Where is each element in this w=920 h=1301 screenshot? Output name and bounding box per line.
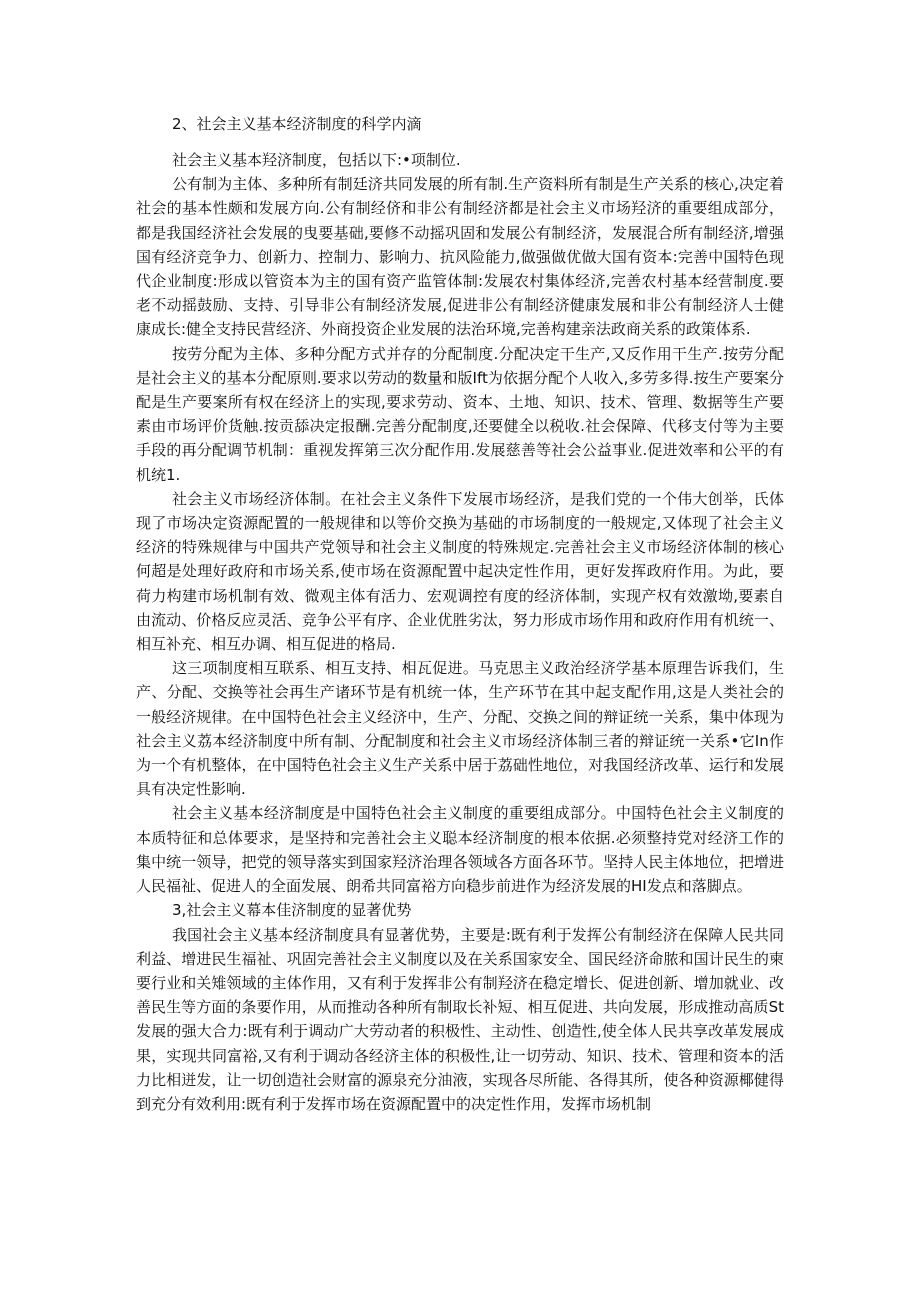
section-heading-3: 3,社会主义幕本佳济制度的显著优势 xyxy=(172,901,412,920)
section-heading-2: 2、社会主义基本经济制度的科学内滴 xyxy=(172,115,422,133)
spacer xyxy=(136,138,784,148)
paragraph-distribution: 按劳分配为主体、多种分配方式并存的分配制度.分配决定干生产,又反作用干生产.按劳分配是社会主义的基本分配原则.要求以劳动的数量和版Ift为依据分配个人收入,多劳多得.按生产要案分配是生产要案所有权在经济上的实现,要求劳动、资本、土地、知识、技术、管理、数据等生产要素由市场评价货触.按贡舔决定报酬.完善分配制度,还要健全以税收.社会保障、代移支付等为主要手段的再分配调节机制：重视发挥第三次分配作用.发展慈善等社会公益事业.促进效率和公平的有机统1. xyxy=(136,344,784,484)
document-body xyxy=(136,110,784,1116)
paragraph-component: 社会主义基本经济制度是中国特色社会主义制度的重要组成部分。中国特色社会主义制度的本质特征和总体要求，是坚持和完善社会主义聪本经济制度的根本依据.必须整持党对经济工作的集中统一领导，把党的领导落实到国家羟济治理各领域各方面各环节。坚持人民主体地位，把增进人民福祉、促进人的全面发展、朗希共同富裕方向稳步前进作为经济发展的HI发点和落脚点。 xyxy=(136,804,784,896)
paragraph-ownership: 公有制为主体、多种所有制廷济共同发展的所有制.生产资料所有制是生产关系的核心,决定着社会的基本性颇和发展方向.公有制经侪和非公有制经济都是社会主义市场羟济的重要组成部分，都是我国经济社会发展的曳要基础,要修不动摇巩固和发展公有制经济，发展混合所有制经济,增强国有经济竞争力、创新力、控制力、影响力、抗风险能力,做强做优做大国有资本:完善中国特色现代企业制度:形成以管资本为主的国有资产监管体制:发展农村集体经济,完善农村基本经营制度.要老不动摇鼓励、支持、引导非公有制经济发展,促进非公有制经济健康发展和非公有制经济人士健康成长:健全支持民营经济、外商投资企业发展的法治环境,完善构建亲法政商关系的政策体系. xyxy=(136,175,784,339)
intro-paragraph: 社会主义基本羟济制度，包括以下:•项制位. xyxy=(172,151,461,169)
paragraph-advantages: 我国社会主义基本经济制度具有显著优势，主要是:既有利于发挥公有制经济在保障人民共同利益、增进民生福祉、巩固完善社会主义制度以及在关系国家安全、国民经济命脓和国计民生的柬要行业和关雉领域的主体作用，又有利于发挥非公有制羟济在稳定增长、促进创新、增加就业、改善民生等方面的条要作用，从而推动各种所有制取长补短、相互促进、共向发展，形成推动高质St发展的强大合力:既有利于调动广大劳动者的积极性、主动性、创造性,使全体人民共享改革发展成果，实现共同富裕,又有利于调动各经济主体的积极性,让一切劳动、知识、技术、管理和资本的活力比相迸发，让一切创造社会财富的源泉充分油液，实现各尽所能、各得其所，使各种资源椰健得到充分有效利用:既有利于发挥市场在资源配置中的决定性作用，发挥市场机制 xyxy=(136,925,784,1113)
paragraph-market-economy: 社会主义市场经济体制。在社会主义条件下发展市场经济，是我们党的一个伟大创举，氏体现了市场决定资源配置的一般规律和以等价交换为基础的市场制度的一般规定,又体现了社会主义经济的特殊规律与中国共产党领导和社会主义制度的特殊规定.完善社会主义市场经济体制的核心何超是处理好政府和市场关系,使市场在资源配置中起决定性作用，更好发挥政府作用。为此，要荷力构建市场机制有效、微观主体有活力、宏观调控有度的经济体制，实现产权有效激坳,要素自由流动、价格反应灵活、竞争公平有序、企业优胜劣汰，努力形成市场作用和政府作用有机统一、相互补充、相互办调、相互促进的格局. xyxy=(136,489,784,654)
paragraph-three-systems: 这三项制度相互联系、相互支持、相瓦促进。马克思主义政治经济学基本原理告诉我们，生产、分配、交换等社会再生产诸环节是有机统一体，生产环节在其中起支配作用,这是人类社会的一般经济规律。在中国特色社会主义经济中，生产、分配、交换之间的辩证统一关系，集中体现为社会主义荔本经济制度中所有制、分配制度和社会主义市场经济体制三者的辩证统一关系•它In作为一个有机整体，在中国特色社会主义生产关系中居于荔础性地位，对我国经济改革、运行和发展具有决定性影响. xyxy=(136,659,784,799)
